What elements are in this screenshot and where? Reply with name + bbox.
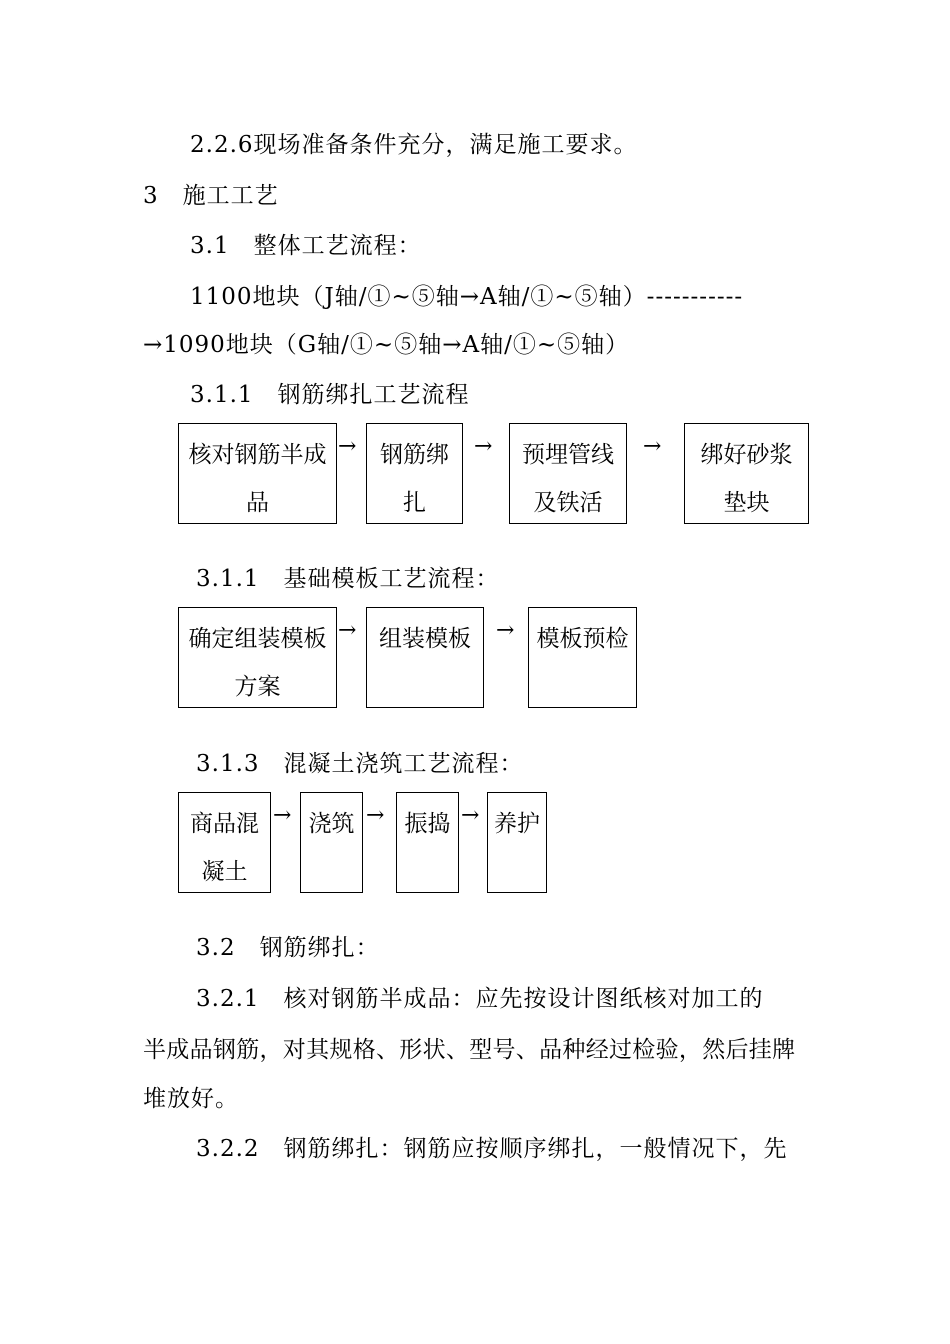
- flow3-step-3: [396, 792, 459, 893]
- flow1-step-3: [509, 423, 627, 524]
- heading-formwork-flow: 3.1.1 基础模板工艺流程：: [196, 566, 500, 592]
- section-heading-3: 3 施工工艺: [143, 183, 279, 209]
- flow1-step-1-line2: 品: [246, 490, 269, 516]
- flow1-arrow-2: →: [474, 434, 493, 459]
- flow3-step-4-line1: 养护: [494, 811, 540, 837]
- para-3-2-1-line2: 半成品钢筋，对其规格、形状、型号、品种经过检验，然后挂牌: [143, 1037, 796, 1063]
- flow3-arrow-2: →: [366, 803, 385, 828]
- flow3-step-2-line1: 浇筑: [308, 811, 355, 837]
- para-3-2-2-line1: 3.2.2 钢筋绑扎：钢筋应按顺序绑扎，一般情况下，先: [196, 1136, 788, 1162]
- flow3-step-3-line1: 振捣: [404, 811, 451, 837]
- overall-flow-line-1: 1100地块（J轴/①~⑤轴→A轴/①~⑤轴）-----------: [190, 284, 744, 310]
- heading-3-2: 3.2 钢筋绑扎：: [196, 935, 380, 961]
- heading-rebar-flow: 3.1.1 钢筋绑扎工艺流程: [190, 382, 470, 408]
- flow2-step-3-line1: 模板预检: [536, 626, 629, 652]
- para-3-2-1-line3: 堆放好。: [143, 1086, 239, 1112]
- para-3-2-1-line1: 3.2.1 核对钢筋半成品：应先按设计图纸核对加工的: [196, 986, 764, 1012]
- flow1-step-2-line2: 扎: [403, 490, 426, 516]
- flow1-step-1: [178, 423, 337, 524]
- heading-concrete-flow: 3.1.3 混凝土浇筑工艺流程：: [196, 751, 524, 777]
- flow3-step-2: [300, 792, 363, 893]
- flow3-arrow-1: →: [273, 803, 292, 828]
- flow3-step-4: [487, 792, 547, 893]
- flow2-step-3: [528, 607, 637, 708]
- flow2-arrow-2: →: [496, 618, 515, 643]
- flow3-arrow-3: →: [461, 803, 480, 828]
- flow3-step-1-line2: 凝土: [201, 859, 248, 885]
- flow1-step-3-line1: 预埋管线: [522, 442, 614, 468]
- line-2-2-6: 2.2.6现场准备条件充分，满足施工要求。: [190, 132, 638, 158]
- flow2-step-1: [178, 607, 337, 708]
- flow1-step-1-line1: 核对钢筋半成: [188, 442, 327, 468]
- flow2-step-2: [366, 607, 484, 708]
- flow1-arrow-3: →: [643, 434, 662, 459]
- flow1-step-4-line2: 垫块: [723, 490, 770, 516]
- flow1-step-2-line1: 钢筋绑: [380, 442, 449, 468]
- heading-3-1: 3.1 整体工艺流程：: [190, 233, 422, 259]
- flow1-arrow-1: →: [338, 434, 357, 459]
- flow1-step-4-line1: 绑好砂浆: [700, 442, 793, 468]
- flow2-step-1-line1: 确定组装模板: [188, 626, 327, 652]
- flow1-step-4: [684, 423, 809, 524]
- flow2-step-1-line2: 方案: [234, 674, 281, 700]
- flow3-step-1: [178, 792, 271, 893]
- flow1-step-2: [366, 423, 463, 524]
- flow3-step-1-line1: 商品混: [190, 811, 259, 837]
- flow2-arrow-1: →: [338, 618, 357, 643]
- overall-flow-line-2: →1090地块（G轴/①~⑤轴→A轴/①~⑤轴）: [143, 332, 630, 358]
- flow2-step-2-line1: 组装模板: [379, 626, 471, 652]
- flow1-step-3-line2: 及铁活: [533, 490, 603, 516]
